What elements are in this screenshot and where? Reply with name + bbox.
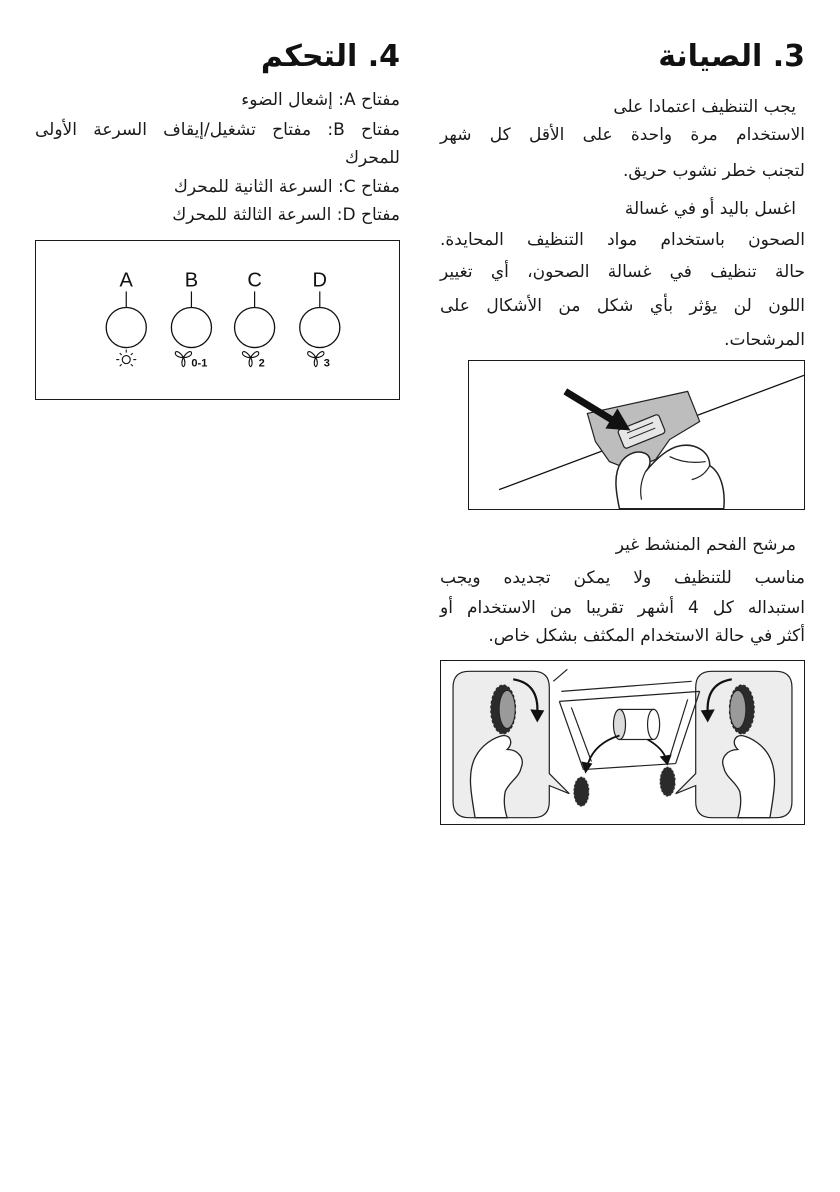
- button-letter: A: [119, 269, 133, 292]
- maintenance-section: [440, 0, 805, 1192]
- grease-filter-removal-drawing: [469, 361, 804, 509]
- button-circle: [235, 307, 275, 347]
- charcoal-filter-replacement-drawing: [441, 661, 804, 824]
- control-text-line: للمحرك: [344, 148, 400, 168]
- maintenance-text-line: مرشح الفحم المنشط غير: [615, 535, 796, 555]
- button-circle: [300, 307, 340, 347]
- control-panel-diagram: [35, 240, 400, 400]
- remove-arrow-icon: [648, 739, 672, 765]
- charcoal-filter-disc: [573, 777, 589, 807]
- charcoal-filter-disc: [660, 767, 676, 797]
- maintenance-text-line: حالة تنظيف في غسالة الصحون، أي تغيير: [440, 262, 805, 282]
- maintenance-text-line: الصحون باستخدام مواد التنظيف المحايدة.: [440, 230, 805, 250]
- fan-speed-label: 2: [258, 357, 265, 370]
- fan-icon: [308, 352, 324, 367]
- control-panel-drawing: [36, 241, 399, 399]
- control-text-line: مفتاح B: مفتاح تشغيل/إيقاف السرعة الأولى: [35, 120, 400, 140]
- control-button-b: [171, 269, 211, 369]
- button-circle: [106, 307, 146, 347]
- control-text-line: مفتاح D: السرعة الثالثة للمحرك: [172, 205, 400, 225]
- fan-icon: [242, 352, 258, 367]
- maintenance-text-line: مناسب للتنظيف ولا يمكن تجديده ويجب: [440, 568, 805, 588]
- button-letter: D: [312, 269, 328, 292]
- fan-speed-label: 0-1: [191, 357, 208, 370]
- maintenance-heading: 3. الصيانة: [658, 39, 805, 74]
- maintenance-text-line: الاستخدام مرة واحدة على الأقل كل شهر: [440, 125, 805, 145]
- maintenance-text-line: يجب التنظيف اعتمادا على: [613, 97, 796, 117]
- maintenance-text-line: المرشحات.: [724, 330, 805, 350]
- motor-cylinder: [613, 709, 659, 739]
- control-text-line: مفتاح A: إشعال الضوء: [241, 90, 400, 110]
- charcoal-filter-replacement-illustration: [440, 660, 805, 825]
- maintenance-text-line: اللون لن يؤثر بأي شكل من الأشكال على: [440, 296, 805, 316]
- control-text-line: مفتاح C: السرعة الثانية للمحرك: [173, 177, 400, 197]
- hand-icon: [616, 445, 724, 508]
- maintenance-text-line: اغسل باليد أو في غسالة: [624, 199, 796, 219]
- maintenance-text-line: أكثر في حالة الاستخدام المكثف بشكل خاص.: [488, 626, 805, 646]
- maintenance-text-line: استبداله كل 4 أشهر تقريبا من الاستخدام أو: [440, 598, 805, 618]
- button-letter: C: [247, 269, 262, 292]
- button-circle: [171, 307, 211, 347]
- control-button-a: [106, 269, 146, 366]
- maintenance-text-line: لتجنب خطر نشوب حريق.: [622, 161, 805, 181]
- left-detail-inset: [453, 671, 569, 817]
- button-letter: B: [184, 269, 199, 292]
- grease-filter-removal-illustration: [468, 360, 805, 510]
- right-detail-inset: [676, 671, 792, 817]
- control-button-d: [300, 269, 340, 369]
- control-heading: 4. التحكم: [260, 39, 400, 74]
- light-icon: [116, 350, 136, 367]
- fan-icon: [175, 352, 191, 367]
- control-section: [35, 0, 400, 1192]
- control-button-c: [235, 269, 275, 369]
- fan-speed-label: 3: [323, 357, 330, 370]
